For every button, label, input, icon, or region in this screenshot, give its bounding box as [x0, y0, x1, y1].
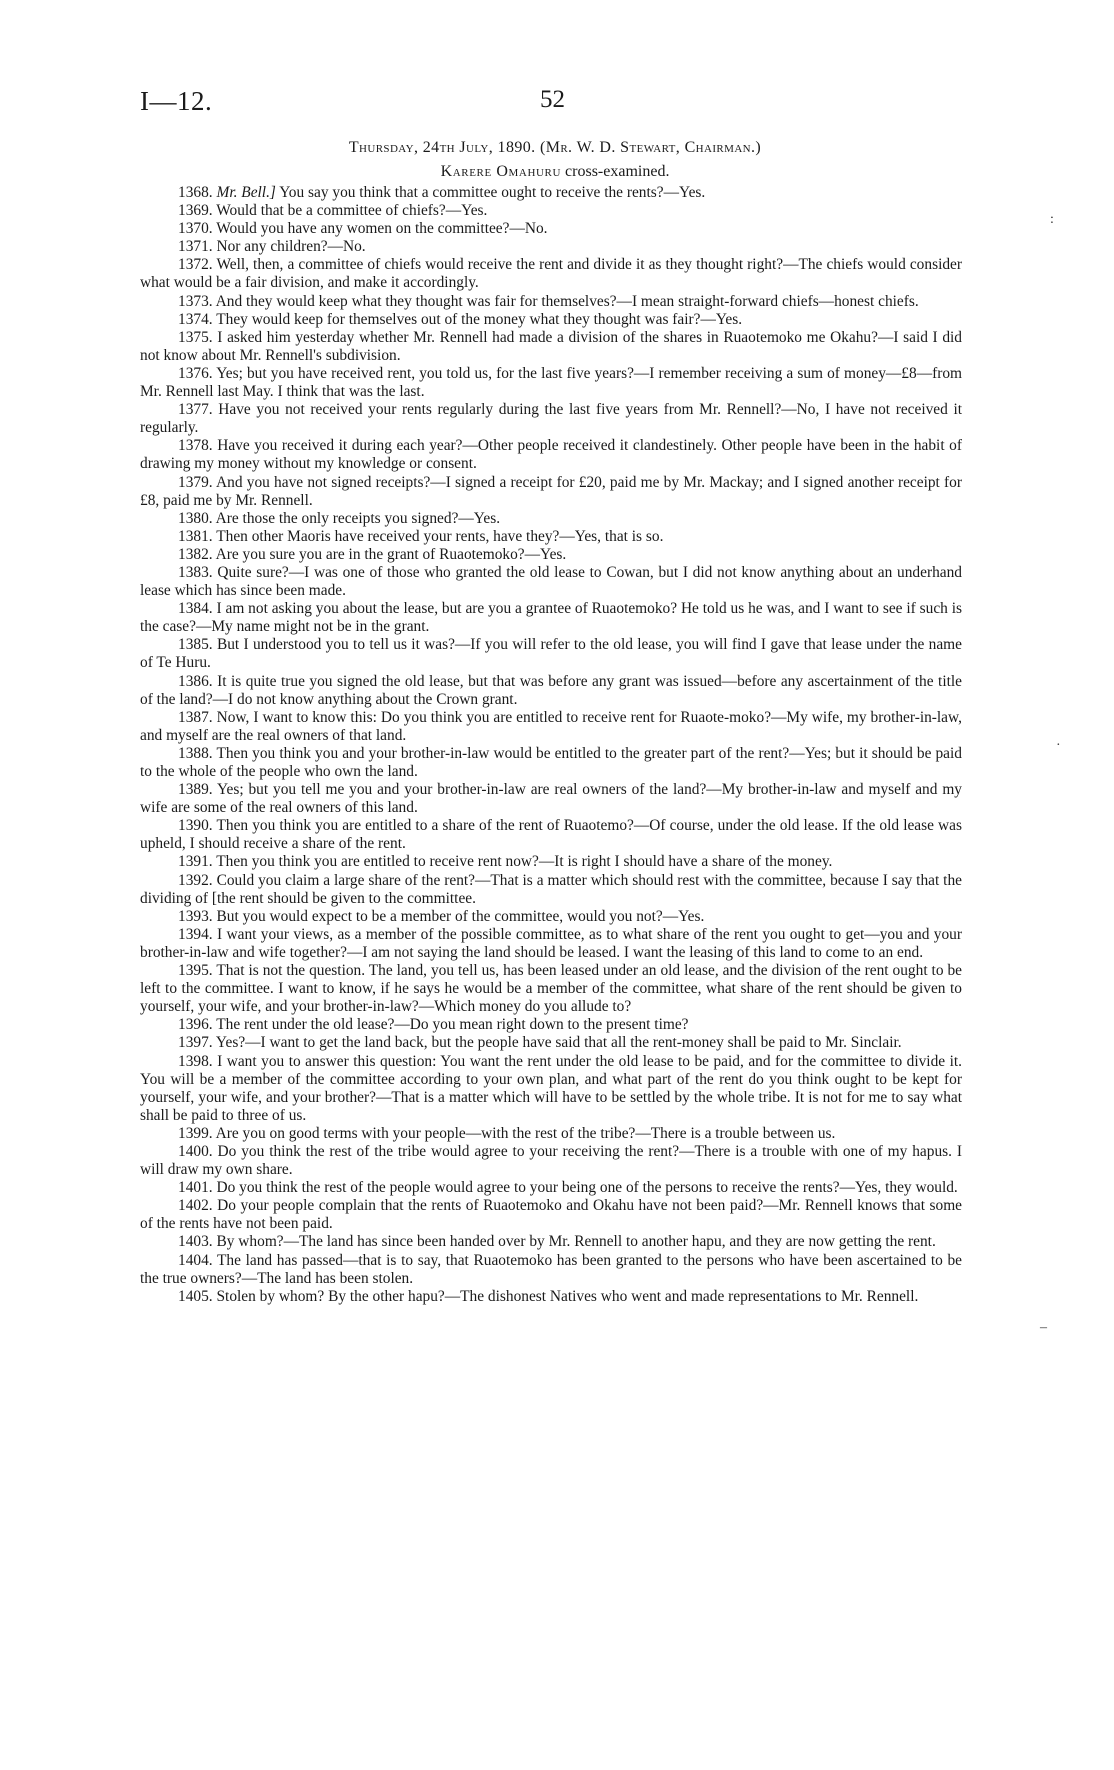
margin-mark: –	[1040, 1320, 1047, 1335]
question-number: 1397.	[178, 1034, 213, 1052]
question-answer-text: Do you think the rest of the tribe would agree to your receiving the rent?—There is a trouble with one of my hapus. I will draw my own share.	[140, 1142, 962, 1179]
testimony-paragraph	[140, 781, 962, 817]
testimony-paragraph	[140, 1143, 962, 1179]
testimony-paragraph	[140, 293, 962, 311]
question-number: 1396.	[178, 1016, 213, 1034]
question-answer-text: You say you think that a committee ought to receive the rents?—Yes.	[279, 184, 706, 201]
testimony-paragraph	[140, 1197, 962, 1233]
testimony-paragraph	[140, 311, 962, 329]
question-answer-text: Yes; but you tell me you and your brother-in-law are real owners of the land?—My brother-in-law and myself and my wife are some of the real owners of this land.	[140, 781, 962, 817]
question-number: 1387.	[178, 708, 213, 726]
question-answer-text: Would you have any women on the committee?—No.	[216, 220, 548, 238]
question-answer-text: Are you on good terms with your people—with the rest of the tribe?—There is a trouble between us.	[215, 1124, 836, 1142]
question-number: 1385.	[178, 636, 213, 654]
question-number: 1401.	[178, 1179, 213, 1197]
testimony-paragraph	[140, 238, 962, 256]
question-number: 1398.	[178, 1052, 213, 1070]
testimony-paragraph	[140, 962, 962, 1016]
question-answer-text: I want you to answer this question: You want the rent under the old lease to be paid, and for the committee to divide it. You will be a member of the committee according to your own plan, and what part of the rent do you think ought to be kept for yourself, your wife, and your brother?—That is a matter which will have to be settled by the whole tribe. It is not for me to say what shall be paid to three of us.	[140, 1052, 962, 1124]
question-answer-text: It is quite true you signed the old lease, but that was before any grant was issued—before any ascertainment of the title of the land?—I do not know anything about the Crown grant.	[140, 672, 962, 708]
question-number: 1391.	[178, 853, 213, 871]
testimony-paragraph	[140, 926, 962, 962]
question-number: 1402.	[178, 1197, 213, 1215]
question-answer-text: Could you claim a large share of the rent?—That is a matter which should rest with the committee, because I say that the dividing of [the rent should be given to the committee.	[140, 871, 962, 907]
witness-name: Karere Omahuru	[440, 163, 562, 180]
question-number: 1389.	[178, 781, 213, 799]
testimony-paragraph	[140, 528, 962, 546]
page-number: 52	[540, 86, 565, 113]
question-answer-text: I want your views, as a member of the possible committee, as to what share of the rent you ought to get—you and your brother-in-law and wife together?—I am not saying the land should be leased. I want the leasing of this land to come to an end.	[140, 925, 962, 961]
testimony-paragraph	[140, 256, 962, 292]
question-answer-text: Quite sure?—I was one of those who granted the old lease to Cowan, but I did not know anything about an underhand lease which has since been made.	[140, 563, 962, 600]
testimony-paragraph	[140, 564, 962, 600]
question-answer-text: Would that be a committee of chiefs?—Yes.	[216, 202, 488, 220]
question-answer-text: Do your people complain that the rents of Ruaotemoko and Okahu have not been paid?—Mr. Rennell knows that some of the rents have not been paid.	[140, 1197, 962, 1233]
question-number: 1378.	[178, 437, 213, 455]
question-number: 1368.	[178, 184, 213, 201]
question-number: 1370.	[178, 220, 213, 238]
question-number: 1376.	[178, 364, 213, 382]
testimony-paragraph	[140, 1252, 962, 1288]
question-answer-text: Stolen by whom? By the other hapu?—The dishonest Natives who went and made representations to Mr. Rennell.	[216, 1287, 919, 1305]
question-number: 1381.	[178, 527, 213, 545]
testimony-paragraph	[140, 908, 962, 926]
question-number: 1390.	[178, 817, 213, 835]
testimony-paragraph	[140, 510, 962, 528]
question-number: 1388.	[178, 744, 213, 762]
testimony-paragraph	[140, 474, 962, 510]
question-answer-text: Then other Maoris have received your rents, have they?—Yes, that is so.	[216, 527, 664, 545]
question-answer-text: But I understood you to tell us it was?—If you will refer to the old lease, you will find I gave that lease under the name of Te Huru.	[140, 636, 962, 672]
question-number: 1400.	[178, 1142, 213, 1160]
speaker-name: Mr. Bell.]	[216, 184, 276, 201]
question-number: 1372.	[178, 256, 213, 274]
testimony-paragraph	[140, 437, 962, 473]
question-answer-text: Then you think you and your brother-in-law would be entitled to the greater part of the rent?—Yes; but it should be paid to the whole of the people who own the land.	[140, 744, 962, 780]
question-answer-text: Do you think the rest of the people would agree to your being one of the persons to receive the rents?—Yes, they would.	[216, 1179, 958, 1197]
question-answer-text: I asked him yesterday whether Mr. Rennell had made a division of the shares in Ruaotemoko me Okahu?—I said I did not know about Mr. Rennell's subdivision.	[140, 328, 962, 364]
testimony-paragraph	[140, 1288, 962, 1306]
question-number: 1394.	[178, 925, 213, 943]
testimony-paragraph	[140, 220, 962, 238]
question-number: 1395.	[178, 962, 213, 980]
testimony-paragraph	[140, 636, 962, 672]
question-number: 1384.	[178, 600, 213, 618]
question-answer-text: Have you not received your rents regularly during the last five years from Mr. Rennell?—No, I have not received it regularly.	[140, 401, 962, 437]
testimony-paragraph	[140, 1016, 962, 1034]
testimony-paragraph	[140, 202, 962, 220]
question-number: 1369.	[178, 202, 213, 220]
question-number: 1379.	[178, 473, 213, 491]
question-number: 1375.	[178, 328, 213, 346]
question-answer-text: Have you received it during each year?—Other people received it clandestinely. Other people have been in the habit of drawing my money without my knowledge or consent.	[140, 437, 962, 473]
question-number: 1374.	[178, 310, 213, 328]
question-answer-text: Are those the only receipts you signed?—Yes.	[215, 509, 501, 527]
testimony-paragraph	[140, 1179, 962, 1197]
question-answer-text: The land has passed—that is to say, that Ruaotemoko has been granted to the persons who have been ascertained to be the true owners?—The land has been stolen.	[140, 1251, 962, 1287]
question-number: 1383.	[178, 563, 213, 581]
question-answer-text: I am not asking you about the lease, but are you a grantee of Ruaotemoko? He told us he was, and I want to see if such is the case?—My name might not be in the grant.	[140, 600, 962, 636]
witness-heading	[140, 163, 970, 181]
question-answer-text: Yes; but you have received rent, you told us, for the last five years?—I remember receiving a sum of money—£8—from Mr. Rennell last May. I think that was the last.	[140, 364, 962, 401]
question-answer-text: By whom?—The land has since been handed over by Mr. Rennell to another hapu, and they are now getting the rent.	[216, 1233, 936, 1251]
question-answer-text: Nor any children?—No.	[216, 238, 366, 256]
testimony-paragraph	[140, 1233, 962, 1251]
testimony-paragraph	[140, 709, 962, 745]
testimony-paragraph	[140, 853, 962, 871]
testimony-paragraph	[140, 1034, 962, 1052]
testimony-paragraph	[140, 745, 962, 781]
testimony-paragraph	[140, 1053, 962, 1125]
testimony-paragraph	[140, 872, 962, 908]
question-answer-text: Well, then, a committee of chiefs would receive the rent and divide it as they thought right?—The chiefs would consider what would be a fair division, and make it accordingly.	[140, 256, 962, 292]
question-number: 1380.	[178, 509, 213, 527]
question-number: 1403.	[178, 1233, 213, 1251]
testimony-paragraph	[140, 817, 962, 853]
testimony-paragraph	[140, 365, 962, 401]
question-answer-text: Now, I want to know this: Do you think you are entitled to receive rent for Ruaote-moko?—My wife, my brother-in-law, and myself are the real owners of that land.	[140, 708, 962, 744]
testimony-paragraph	[140, 184, 962, 202]
witness-status: cross-examined.	[565, 163, 670, 180]
margin-mark: :	[1050, 212, 1054, 227]
testimony-paragraph	[140, 673, 962, 709]
question-number: 1373.	[178, 292, 213, 310]
question-answer-text: But you would expect to be a member of the committee, would you not?—Yes.	[216, 907, 705, 925]
testimony-paragraph	[140, 546, 962, 564]
question-answer-text: Then you think you are entitled to receive rent now?—It is right I should have a share of the money.	[216, 853, 833, 871]
question-number: 1399.	[178, 1124, 213, 1142]
document-reference: I—12.	[140, 86, 213, 116]
question-number: 1404.	[178, 1251, 213, 1269]
testimony-paragraph	[140, 329, 962, 365]
testimony-body	[140, 184, 962, 1306]
testimony-paragraph	[140, 401, 962, 437]
question-answer-text: And they would keep what they thought was fair for themselves?—I mean straight-forward chiefs—honest chiefs.	[215, 292, 919, 310]
testimony-paragraph	[140, 600, 962, 636]
question-number: 1393.	[178, 907, 213, 925]
question-number: 1392.	[178, 871, 213, 889]
question-answer-text: They would keep for themselves out of the money what they thought was fair?—Yes.	[216, 310, 743, 328]
margin-mark: ·	[1056, 738, 1061, 753]
question-answer-text: Then you think you are entitled to a share of the rent of Ruaotemo?—Of course, under the old lease. If the old lease was upheld, I should receive a share of the rent.	[140, 817, 962, 853]
question-number: 1405.	[178, 1287, 213, 1305]
page-header	[140, 86, 970, 120]
session-dateline: Thursday, 24th July, 1890. (Mr. W. D. Stewart, Chairman.)	[348, 139, 762, 156]
testimony-paragraph	[140, 1125, 962, 1143]
question-answer-text: Are you sure you are in the grant of Ruaotemoko?—Yes.	[215, 545, 567, 563]
question-number: 1371.	[178, 238, 213, 256]
question-number: 1386.	[178, 672, 213, 690]
question-number: 1382.	[178, 545, 213, 563]
question-answer-text: Yes?—I want to get the land back, but the people have said that all the rent-money shall be paid to Mr. Sinclair.	[215, 1034, 902, 1052]
question-answer-text: And you have not signed receipts?—I signed a receipt for £20, paid me by Mr. Mackay; and I signed another receipt for £8, paid me by Mr. Rennell.	[140, 473, 962, 509]
question-answer-text: That is not the question. The land, you tell us, has been leased under an old lease, and the division of the rent ought to be left to the committee. I want to know, if he says he would be a member of the committee, what share of the rent should be given to yourself, your wife, and your brother-in-law?—Which money do you allude to?	[140, 962, 962, 1016]
question-number: 1377.	[178, 401, 213, 419]
question-answer-text: The rent under the old lease?—Do you mean right down to the present time?	[216, 1016, 689, 1034]
